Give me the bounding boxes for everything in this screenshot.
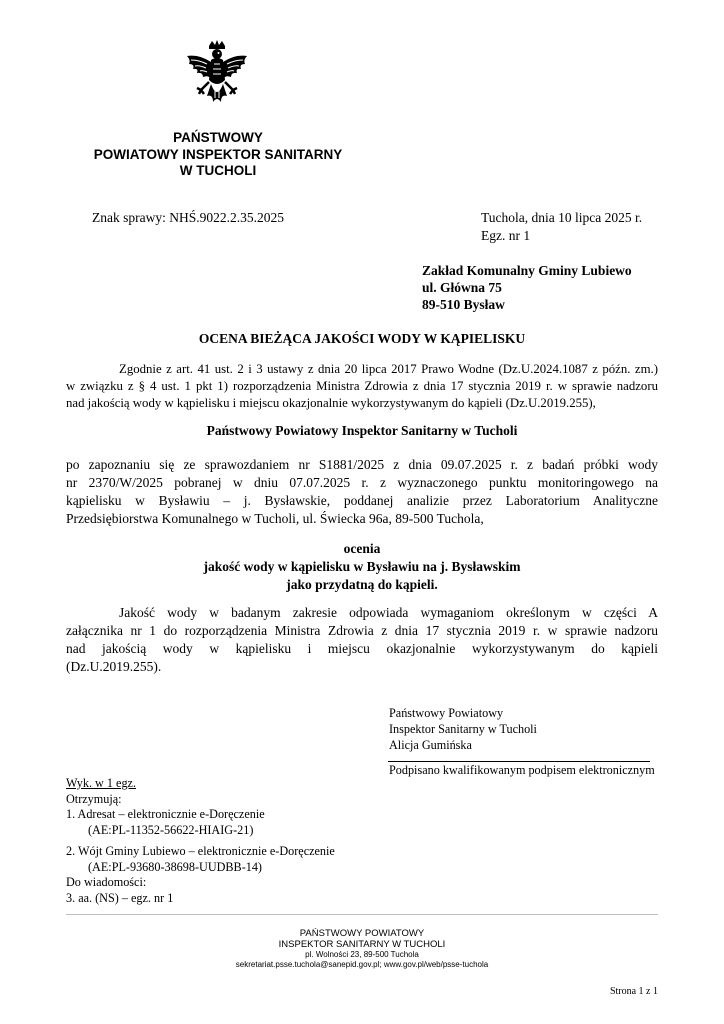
signature-block bbox=[389, 705, 537, 753]
addressee-block bbox=[422, 262, 632, 313]
conclusion-line: (Dz.U.2019.255). bbox=[66, 659, 162, 674]
footer-divider bbox=[66, 914, 658, 915]
recipient-address: (AE:PL-93680-38698-UUDBB-14) bbox=[88, 859, 262, 874]
review-line: kąpielisku w Bysławiu – j. Bysławskie, poddanej analizie przez Laboratorium Analityczne bbox=[66, 493, 658, 508]
distribution-list bbox=[66, 776, 335, 906]
decision-block bbox=[66, 540, 658, 594]
info-label: Do wiadomości: bbox=[66, 875, 147, 889]
addressee-street: ul. Główna 75 bbox=[422, 280, 502, 295]
legal-basis-line: w związku z § 4 ust. 1 pkt 1) rozporządzenia Ministra Zdrowia z dnia 17 stycznia 2019 r. w sprawie nadzoru bbox=[66, 379, 658, 393]
signature-note: Podpisano kwalifikowanym podpisem elektronicznym bbox=[389, 763, 655, 777]
decision-result: jako przydatną do kąpieli. bbox=[286, 577, 438, 592]
footer-block bbox=[150, 928, 574, 970]
legal-basis-line: Zgodnie z art. 41 ust. 2 i 3 ustawy z dnia 20 lipca 2017 Prawo Wodne (Dz.U.2024.1087 z późn. zm.) bbox=[119, 362, 658, 376]
conclusion-line: załącznika nr 1 do rozporządzenia Ministra Zdrowia z dnia 17 stycznia 2019 r. w sprawie nadzoru bbox=[66, 623, 658, 638]
decision-subject: jakość wody w kąpielisku w Bysławiu na j. Bysławskim bbox=[203, 559, 521, 574]
review-paragraph bbox=[66, 456, 658, 528]
recipient-item: 1. Adresat – elektronicznie e-Doręczenie bbox=[66, 807, 265, 821]
conclusion-line: Jakość wody w badanym zakresie odpowiada wymaganiom określonym w części A bbox=[119, 605, 658, 620]
page-number: Strona 1 z 1 bbox=[609, 986, 658, 997]
eagle-icon bbox=[181, 40, 253, 116]
copy-number: Egz. nr 1 bbox=[481, 228, 531, 243]
signature-line bbox=[388, 761, 650, 762]
footer-org-2: INSPEKTOR SANITARNY W TUCHOLI bbox=[278, 939, 446, 950]
authority-name: Państwowy Powiatowy Inspektor Sanitarny w Tucholi bbox=[206, 423, 518, 438]
decision-verb: ocenia bbox=[343, 541, 381, 556]
issuer-line-3: W TUCHOLI bbox=[179, 163, 257, 178]
review-line: nr 2370/W/2025 pobranej w dniu 07.07.2025 r. z wyznaczonego punktu monitoringowego na bbox=[66, 475, 658, 490]
conclusion-line: nad jakością wody w kąpielisku i miejscu okazjonalnie wykorzystywanym do kąpieli bbox=[66, 641, 658, 656]
footer-address: pl. Wolności 23, 89-500 Tuchola bbox=[305, 950, 419, 959]
issuer-line-1: PAŃSTWOWY bbox=[173, 130, 263, 145]
place-date: Tuchola, dnia 10 lipca 2025 r. bbox=[481, 210, 643, 225]
document-title: OCENA BIEŻĄCA JAKOŚCI WODY W KĄPIELISKU bbox=[198, 331, 526, 346]
legal-basis-line: nad jakością wody w kąpielisku i miejscu okazjonalnie wykorzystywanym do kąpieli (Dz.U.2019.255), bbox=[66, 396, 596, 410]
signature-name: Alicja Gumińska bbox=[389, 738, 472, 752]
footer-org-1: PAŃSTWOWY POWIATOWY bbox=[299, 928, 425, 939]
addressee-city: 89-510 Bysław bbox=[422, 297, 505, 312]
recipient-address: (AE:PL-11352-56622-HIAIG-21) bbox=[88, 822, 254, 837]
legal-basis-paragraph bbox=[66, 361, 658, 412]
copies-note: Wyk. w 1 egz. bbox=[66, 776, 137, 790]
review-line: po zapoznaniu się ze sprawozdaniem nr S1881/2025 z dnia 09.07.2025 r. z badań próbki wody bbox=[66, 457, 658, 472]
recipient-item: 2. Wójt Gminy Lubiewo – elektronicznie e-Doręczenie bbox=[66, 844, 335, 858]
review-line: Przedsiębiorstwa Komunalnego w Tucholi, ul. Świecka 96a, 89-500 Tuchola, bbox=[66, 511, 484, 526]
conclusion-paragraph bbox=[66, 604, 658, 676]
signature-title-1: Państwowy Powiatowy bbox=[389, 706, 504, 720]
issuer-header bbox=[60, 130, 376, 180]
recipients-label: Otrzymują: bbox=[66, 791, 122, 806]
case-number: Znak sprawy: NHŚ.9022.2.35.2025 bbox=[92, 210, 284, 225]
signature-title-2: Inspektor Sanitarny w Tucholi bbox=[389, 722, 537, 736]
addressee-name: Zakład Komunalny Gminy Lubiewo bbox=[422, 263, 632, 278]
emblem-eagle-icon bbox=[181, 40, 253, 116]
footer-contact: sekretariat.psse.tuchola@sanepid.gov.pl; www.gov.pl/web/psse-tuchola bbox=[235, 960, 489, 969]
recipient-item: 3. aa. (NS) – egz. nr 1 bbox=[66, 890, 174, 905]
issuer-line-2: POWIATOWY INSPEKTOR SANITARNY bbox=[93, 146, 343, 162]
